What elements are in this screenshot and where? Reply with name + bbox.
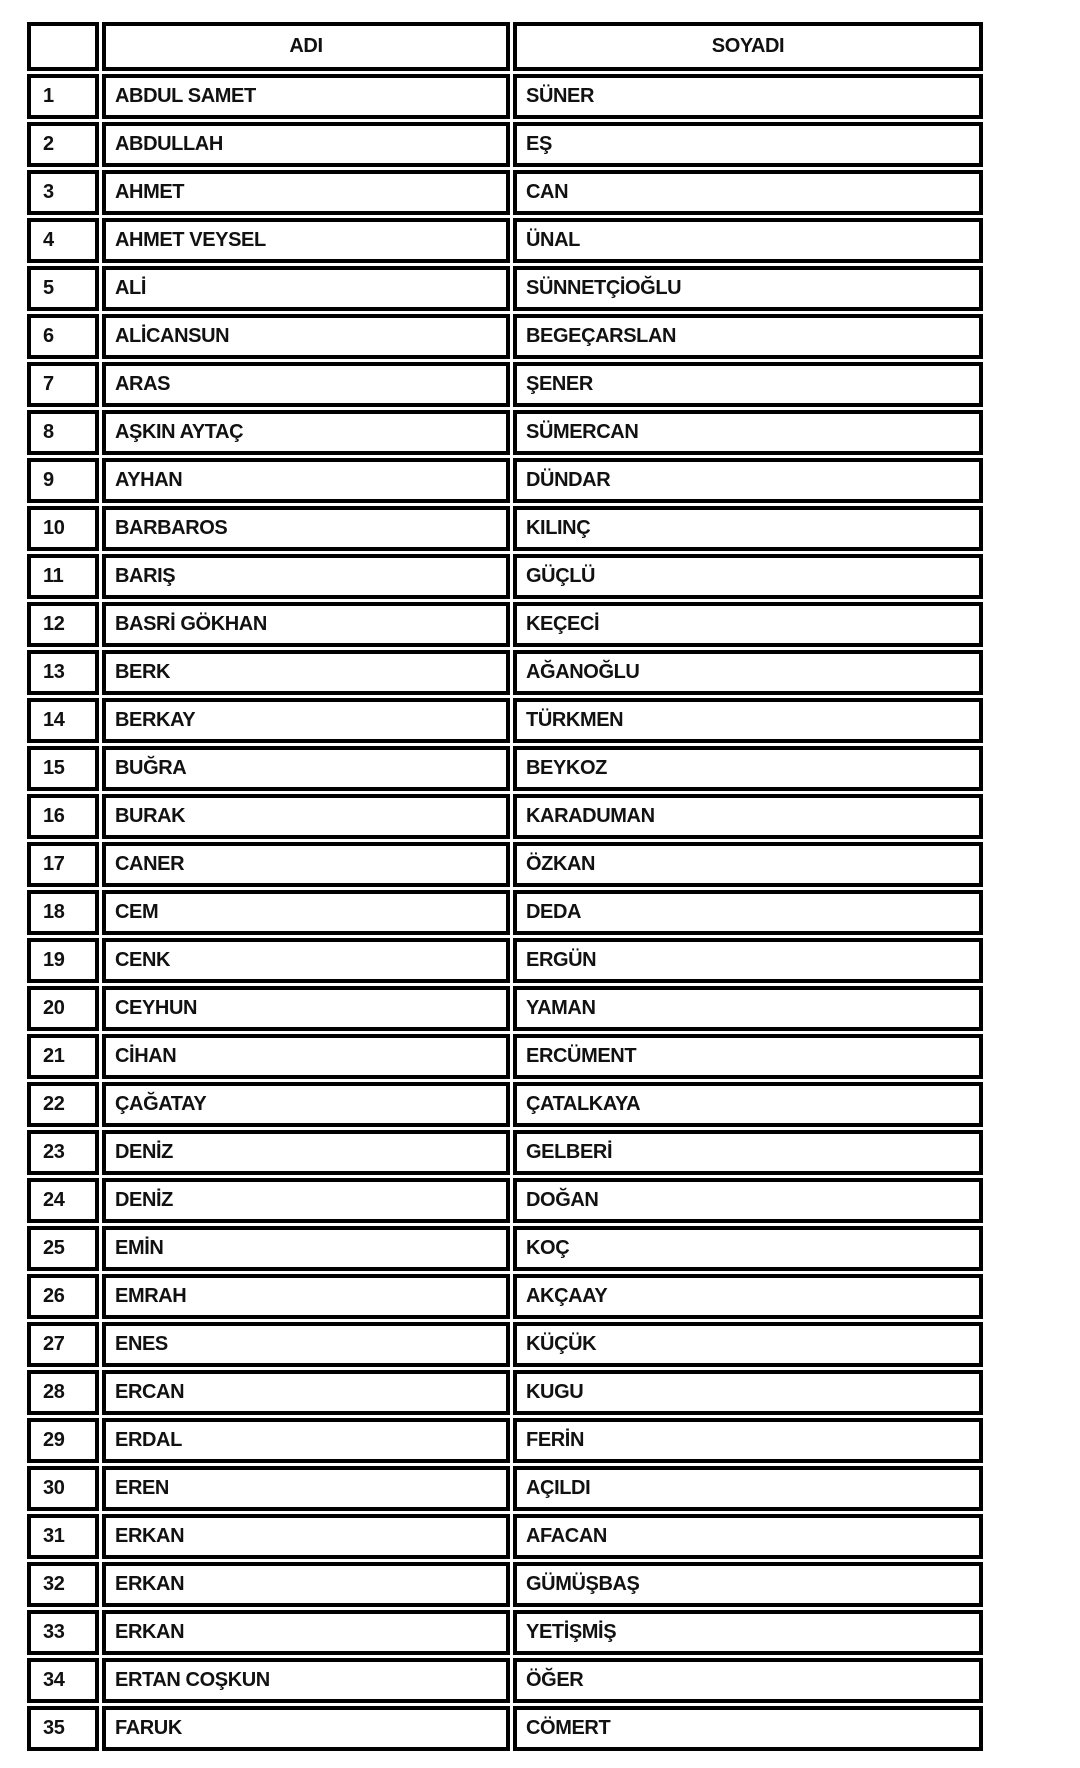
row-number-cell: 1 <box>27 74 99 119</box>
soyadi-cell: AÇILDI <box>513 1466 983 1511</box>
table-row <box>27 1322 983 1367</box>
adi-cell: ÇAĞATAY <box>102 1082 510 1127</box>
adi-cell: ERCAN <box>102 1370 510 1415</box>
soyadi-cell: ERCÜMENT <box>513 1034 983 1079</box>
row-number-cell: 19 <box>27 938 99 983</box>
adi-cell: AHMET <box>102 170 510 215</box>
row-number-cell: 12 <box>27 602 99 647</box>
adi-cell: BURAK <box>102 794 510 839</box>
corner-header-cell <box>27 22 99 71</box>
row-number-cell: 26 <box>27 1274 99 1319</box>
table-row <box>27 1562 983 1607</box>
table-row <box>27 1034 983 1079</box>
row-number-cell: 6 <box>27 314 99 359</box>
adi-cell: AHMET VEYSEL <box>102 218 510 263</box>
row-number-cell: 27 <box>27 1322 99 1367</box>
row-number-cell: 33 <box>27 1610 99 1655</box>
table-row <box>27 1130 983 1175</box>
adi-cell: BASRİ GÖKHAN <box>102 602 510 647</box>
table-row <box>27 458 983 503</box>
table-row <box>27 122 983 167</box>
row-number-cell: 3 <box>27 170 99 215</box>
adi-cell: BARBAROS <box>102 506 510 551</box>
soyadi-cell: SÜNER <box>513 74 983 119</box>
soyadi-cell: GELBERİ <box>513 1130 983 1175</box>
row-number-cell: 29 <box>27 1418 99 1463</box>
soyadi-cell: AKÇAAY <box>513 1274 983 1319</box>
row-number-cell: 35 <box>27 1706 99 1751</box>
soyadi-cell: ŞENER <box>513 362 983 407</box>
row-number-cell: 20 <box>27 986 99 1031</box>
row-number-cell: 28 <box>27 1370 99 1415</box>
table-row <box>27 506 983 551</box>
row-number-cell: 24 <box>27 1178 99 1223</box>
table-row <box>27 938 983 983</box>
table-row <box>27 1226 983 1271</box>
adi-cell: ERKAN <box>102 1610 510 1655</box>
row-number-cell: 17 <box>27 842 99 887</box>
table-row <box>27 1082 983 1127</box>
table-header <box>27 22 983 71</box>
soyadi-cell: YAMAN <box>513 986 983 1031</box>
soyadi-cell: EŞ <box>513 122 983 167</box>
row-number-cell: 11 <box>27 554 99 599</box>
table-row <box>27 1514 983 1559</box>
adi-cell: CENK <box>102 938 510 983</box>
adi-cell: BUĞRA <box>102 746 510 791</box>
soyadi-cell: SÜMERCAN <box>513 410 983 455</box>
header-row <box>27 22 983 71</box>
table-row <box>27 218 983 263</box>
soyadi-cell: AĞANOĞLU <box>513 650 983 695</box>
table-row <box>27 410 983 455</box>
soyadi-cell: DOĞAN <box>513 1178 983 1223</box>
row-number-cell: 4 <box>27 218 99 263</box>
row-number-cell: 8 <box>27 410 99 455</box>
row-number-cell: 30 <box>27 1466 99 1511</box>
row-number-cell: 14 <box>27 698 99 743</box>
table-row <box>27 650 983 695</box>
soyadi-cell: KARADUMAN <box>513 794 983 839</box>
row-number-cell: 25 <box>27 1226 99 1271</box>
table-row <box>27 74 983 119</box>
table-row <box>27 794 983 839</box>
adi-cell: ALİ <box>102 266 510 311</box>
adi-cell: DENİZ <box>102 1178 510 1223</box>
table-row <box>27 1466 983 1511</box>
row-number-cell: 13 <box>27 650 99 695</box>
table-row <box>27 1370 983 1415</box>
table-row <box>27 1178 983 1223</box>
table-row <box>27 698 983 743</box>
row-number-cell: 18 <box>27 890 99 935</box>
adi-cell: BERKAY <box>102 698 510 743</box>
row-number-cell: 7 <box>27 362 99 407</box>
row-number-cell: 31 <box>27 1514 99 1559</box>
table-row <box>27 1610 983 1655</box>
adi-cell: ENES <box>102 1322 510 1367</box>
soyadi-cell: DÜNDAR <box>513 458 983 503</box>
row-number-cell: 2 <box>27 122 99 167</box>
soyadi-cell: ERGÜN <box>513 938 983 983</box>
adi-cell: AYHAN <box>102 458 510 503</box>
adi-cell: EMRAH <box>102 1274 510 1319</box>
soyadi-cell: GÜMÜŞBAŞ <box>513 1562 983 1607</box>
row-number-cell: 23 <box>27 1130 99 1175</box>
table-row <box>27 1418 983 1463</box>
soyadi-cell: KILINÇ <box>513 506 983 551</box>
row-number-cell: 21 <box>27 1034 99 1079</box>
row-number-cell: 16 <box>27 794 99 839</box>
soyadi-cell: CÖMERT <box>513 1706 983 1751</box>
adi-cell: CANER <box>102 842 510 887</box>
adi-cell: ERTAN COŞKUN <box>102 1658 510 1703</box>
table-row <box>27 554 983 599</box>
table-body <box>27 74 983 1751</box>
table-row <box>27 842 983 887</box>
table-row <box>27 1274 983 1319</box>
soyadi-cell: GÜÇLÜ <box>513 554 983 599</box>
soyadi-cell: KÜÇÜK <box>513 1322 983 1367</box>
adi-cell: ERKAN <box>102 1562 510 1607</box>
soyadi-cell: CAN <box>513 170 983 215</box>
adi-cell: FARUK <box>102 1706 510 1751</box>
row-number-cell: 5 <box>27 266 99 311</box>
table-row <box>27 1658 983 1703</box>
adi-cell: BARIŞ <box>102 554 510 599</box>
table-row <box>27 1706 983 1751</box>
row-number-cell: 22 <box>27 1082 99 1127</box>
adi-cell: ALİCANSUN <box>102 314 510 359</box>
row-number-cell: 10 <box>27 506 99 551</box>
table-row <box>27 170 983 215</box>
soyadi-cell: KUGU <box>513 1370 983 1415</box>
row-number-cell: 15 <box>27 746 99 791</box>
adi-cell: CEM <box>102 890 510 935</box>
soyadi-cell: KOÇ <box>513 1226 983 1271</box>
soyadi-cell: FERİN <box>513 1418 983 1463</box>
adi-cell: ABDULLAH <box>102 122 510 167</box>
adi-cell: DENİZ <box>102 1130 510 1175</box>
adi-cell: ERKAN <box>102 1514 510 1559</box>
table-row <box>27 890 983 935</box>
soyadi-cell: BEYKOZ <box>513 746 983 791</box>
soyadi-cell: YETİŞMİŞ <box>513 1610 983 1655</box>
soyadi-cell: SÜNNETÇİOĞLU <box>513 266 983 311</box>
adi-cell: ERDAL <box>102 1418 510 1463</box>
row-number-cell: 9 <box>27 458 99 503</box>
table-row <box>27 746 983 791</box>
table-row <box>27 362 983 407</box>
adi-cell: EREN <box>102 1466 510 1511</box>
adi-cell: CEYHUN <box>102 986 510 1031</box>
row-number-cell: 34 <box>27 1658 99 1703</box>
adi-cell: AŞKIN AYTAÇ <box>102 410 510 455</box>
soyadi-cell: ÇATALKAYA <box>513 1082 983 1127</box>
soyadi-cell: DEDA <box>513 890 983 935</box>
adi-cell: EMİN <box>102 1226 510 1271</box>
table-row <box>27 602 983 647</box>
adi-cell: ABDUL SAMET <box>102 74 510 119</box>
soyadi-cell: TÜRKMEN <box>513 698 983 743</box>
adi-cell: BERK <box>102 650 510 695</box>
table-row <box>27 314 983 359</box>
table-row <box>27 266 983 311</box>
row-number-cell: 32 <box>27 1562 99 1607</box>
soyadi-cell: BEGEÇARSLAN <box>513 314 983 359</box>
soyadi-cell: ÜNAL <box>513 218 983 263</box>
soyadi-cell: KEÇECİ <box>513 602 983 647</box>
adi-cell: ARAS <box>102 362 510 407</box>
soyadi-cell: ÖĞER <box>513 1658 983 1703</box>
soyadi-cell: AFACAN <box>513 1514 983 1559</box>
name-list-table <box>24 19 986 1754</box>
adi-cell: CİHAN <box>102 1034 510 1079</box>
soyadi-cell: ÖZKAN <box>513 842 983 887</box>
adi-header: ADI <box>102 22 510 71</box>
soyadi-header: SOYADI <box>513 22 983 71</box>
table-row <box>27 986 983 1031</box>
